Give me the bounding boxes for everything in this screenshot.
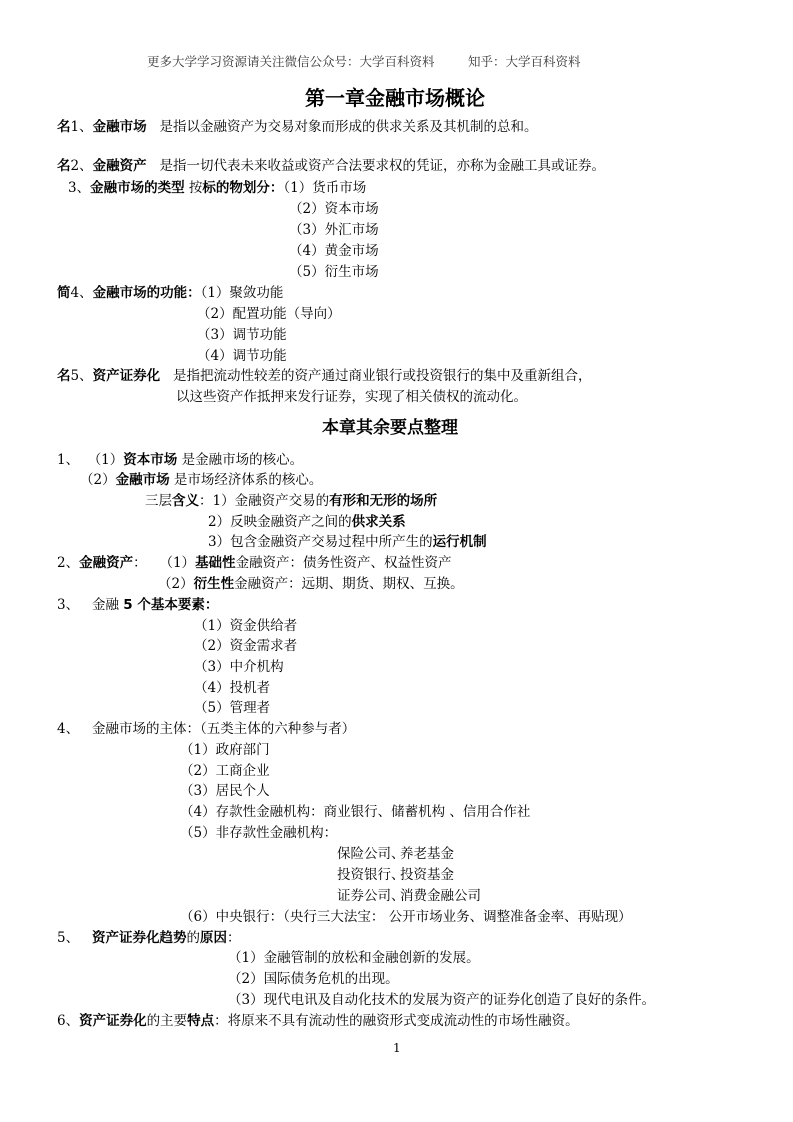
bold: 资产证券化	[79, 1013, 147, 1029]
tag: 名	[57, 368, 71, 384]
term: 资本市场	[123, 452, 178, 468]
point-2b	[158, 574, 464, 594]
point-5	[57, 928, 240, 948]
term: 金融市场的类型	[90, 180, 185, 196]
list-item: （4）调节功能	[197, 348, 287, 364]
bold: 原因	[199, 930, 227, 946]
text: 1）金融资产交易的	[212, 493, 330, 509]
meaning-1	[145, 491, 437, 511]
list-item: （1）资金供给者	[194, 618, 298, 634]
num: 5、	[57, 930, 80, 946]
list-item: （1）政府部门	[180, 742, 270, 758]
list-item: （4）黄金市场	[289, 243, 379, 259]
bold: 衍生性	[193, 576, 235, 592]
pre: 三层	[145, 493, 172, 509]
num: 2、	[57, 555, 80, 571]
term: 金融资产	[79, 555, 134, 571]
text: 金融资产：债务性资产、权益性资产	[235, 555, 452, 571]
num: 4、	[57, 721, 80, 737]
tag: 简	[57, 285, 71, 301]
num: 3、	[57, 597, 80, 613]
pre: （2）	[80, 472, 116, 488]
list-item: （5）非存款性金融机构：	[180, 825, 338, 841]
definition-1	[57, 117, 537, 137]
list-item: （4）投机者	[194, 680, 271, 696]
point-3	[57, 595, 218, 615]
market-types	[68, 178, 366, 198]
term: 资产证券化	[92, 368, 161, 384]
page-header-right	[468, 52, 581, 72]
meaning-2	[208, 512, 406, 532]
text: 的	[186, 930, 200, 946]
definition-2	[57, 156, 605, 176]
list-item: （3）中介机构	[194, 659, 284, 675]
point-4	[57, 719, 355, 739]
list-item: （2）资金需求者	[194, 638, 298, 654]
colon: ：	[199, 493, 213, 509]
tag: 名	[57, 158, 71, 174]
text: ：将原来不具有流动性的融资形式变成流动性的市场性融资。	[214, 1013, 579, 1029]
nonbank-item: 养老基金	[400, 846, 454, 862]
pre: （2）	[158, 576, 194, 592]
bold: 运行机制	[432, 534, 487, 550]
bold: 5 个基本要素：	[123, 597, 219, 613]
list-item: （3）外汇市场	[289, 222, 379, 238]
list-item: （6）中央银行：（央行三大法宝： 公开市场业务、调整准备金率、再贴现）	[180, 909, 632, 925]
header-left: 更多大学学习资源请关注微信公众号：大学百科资料	[147, 54, 435, 69]
list-item: （1）货币市场	[283, 180, 367, 196]
term: 金融市场	[115, 472, 170, 488]
list-item: （3）调节功能	[197, 327, 287, 343]
tag: 名	[57, 119, 71, 135]
list-item: （5）管理者	[194, 700, 271, 716]
header-right: 知乎：大学百科资料	[468, 54, 581, 69]
term: 金融资产	[92, 158, 147, 174]
num: 3、	[68, 180, 91, 196]
def: 是指以金融资产为交易对象而形成的供求关系及其机制的总和。	[159, 119, 538, 135]
list-item: （2）工商企业	[180, 763, 270, 779]
num: 1、	[57, 452, 80, 468]
point-1b	[80, 470, 322, 490]
nonbank-item: 消费金融公司	[400, 888, 481, 904]
def: 是指把流动性较差的资产通过商业银行或投资银行的集中及重新组合，	[172, 368, 592, 384]
text: 的主要	[146, 1013, 188, 1029]
num: 1、	[70, 119, 93, 135]
nonbank-item: 保险公司、	[337, 846, 405, 862]
bold: 有形和无形的场所	[329, 493, 438, 509]
by: 按	[188, 180, 203, 196]
point-6	[57, 1011, 579, 1031]
bold: 资产证券化趋势	[91, 930, 187, 946]
num: 5、	[70, 368, 93, 384]
def: 是金融市场的核心。	[181, 452, 304, 468]
chapter-title: 第一章金融市场概论	[305, 86, 485, 110]
bold: 供求关系	[351, 514, 406, 530]
text: 3）包含金融资产交易过程中所产生的	[208, 534, 433, 550]
list-item: （1）聚敛功能	[200, 285, 284, 301]
section-subtitle: 本章其余要点整理	[322, 418, 458, 438]
list-item: （4）存款性金融机构：商业银行、储蓄机构 、信用合作社	[180, 804, 531, 820]
num: 2、	[70, 158, 93, 174]
def: 是指一切代表未来收益或资产合法要求权的凭证，亦称为金融工具或证券。	[159, 158, 605, 174]
colon: ：	[226, 930, 241, 946]
text: 2）反映金融资产之间的	[208, 514, 352, 530]
pre: （1）	[159, 555, 196, 571]
pre: （1）	[87, 452, 124, 468]
point-2a	[57, 553, 452, 573]
num: 6、	[57, 1013, 80, 1029]
page-number: 1	[393, 1041, 401, 1055]
list-item: （3）居民个人	[180, 783, 270, 799]
term: 金融市场的功能：	[92, 285, 201, 301]
head: 金融市场的主体：（五类主体的六种参与者）	[91, 721, 356, 737]
nonbank-item: 投资基金	[400, 867, 454, 883]
bold: 含义	[172, 493, 199, 509]
list-item: （5）衍生市场	[289, 264, 379, 280]
list-item: （1）金融管制的放松和金融创新的发展。	[228, 950, 480, 966]
page-header	[147, 52, 435, 72]
market-functions	[57, 283, 283, 303]
definition-5-cont: 以这些资产作抵押来发行证券，实现了相关债权的流动化。	[176, 389, 527, 405]
definition-5	[57, 366, 591, 386]
def: 是市场经济体系的核心。	[173, 472, 323, 488]
point-1a	[57, 450, 303, 470]
list-item: （3）现代电讯及自动化技术的发展为资产的证券化创造了良好的条件。	[228, 992, 656, 1008]
num: 4、	[70, 285, 93, 301]
bold: 特点	[187, 1013, 215, 1029]
colon: ：	[133, 555, 147, 571]
text: 金融资产：远期、期货、期权、互换。	[234, 576, 464, 592]
list-item: （2）国际债务危机的出现。	[228, 971, 399, 987]
by-bold: 标的物划分：	[202, 180, 284, 196]
meaning-3	[208, 532, 487, 552]
list-item: （2）配置功能（导向）	[197, 306, 341, 322]
list-item: （2）资本市场	[289, 201, 379, 217]
pre: 金融	[91, 597, 119, 613]
nonbank-item: 证券公司、	[337, 888, 405, 904]
nonbank-item: 投资银行、	[337, 867, 405, 883]
bold: 基础性	[195, 555, 236, 571]
term: 金融市场	[92, 119, 147, 135]
